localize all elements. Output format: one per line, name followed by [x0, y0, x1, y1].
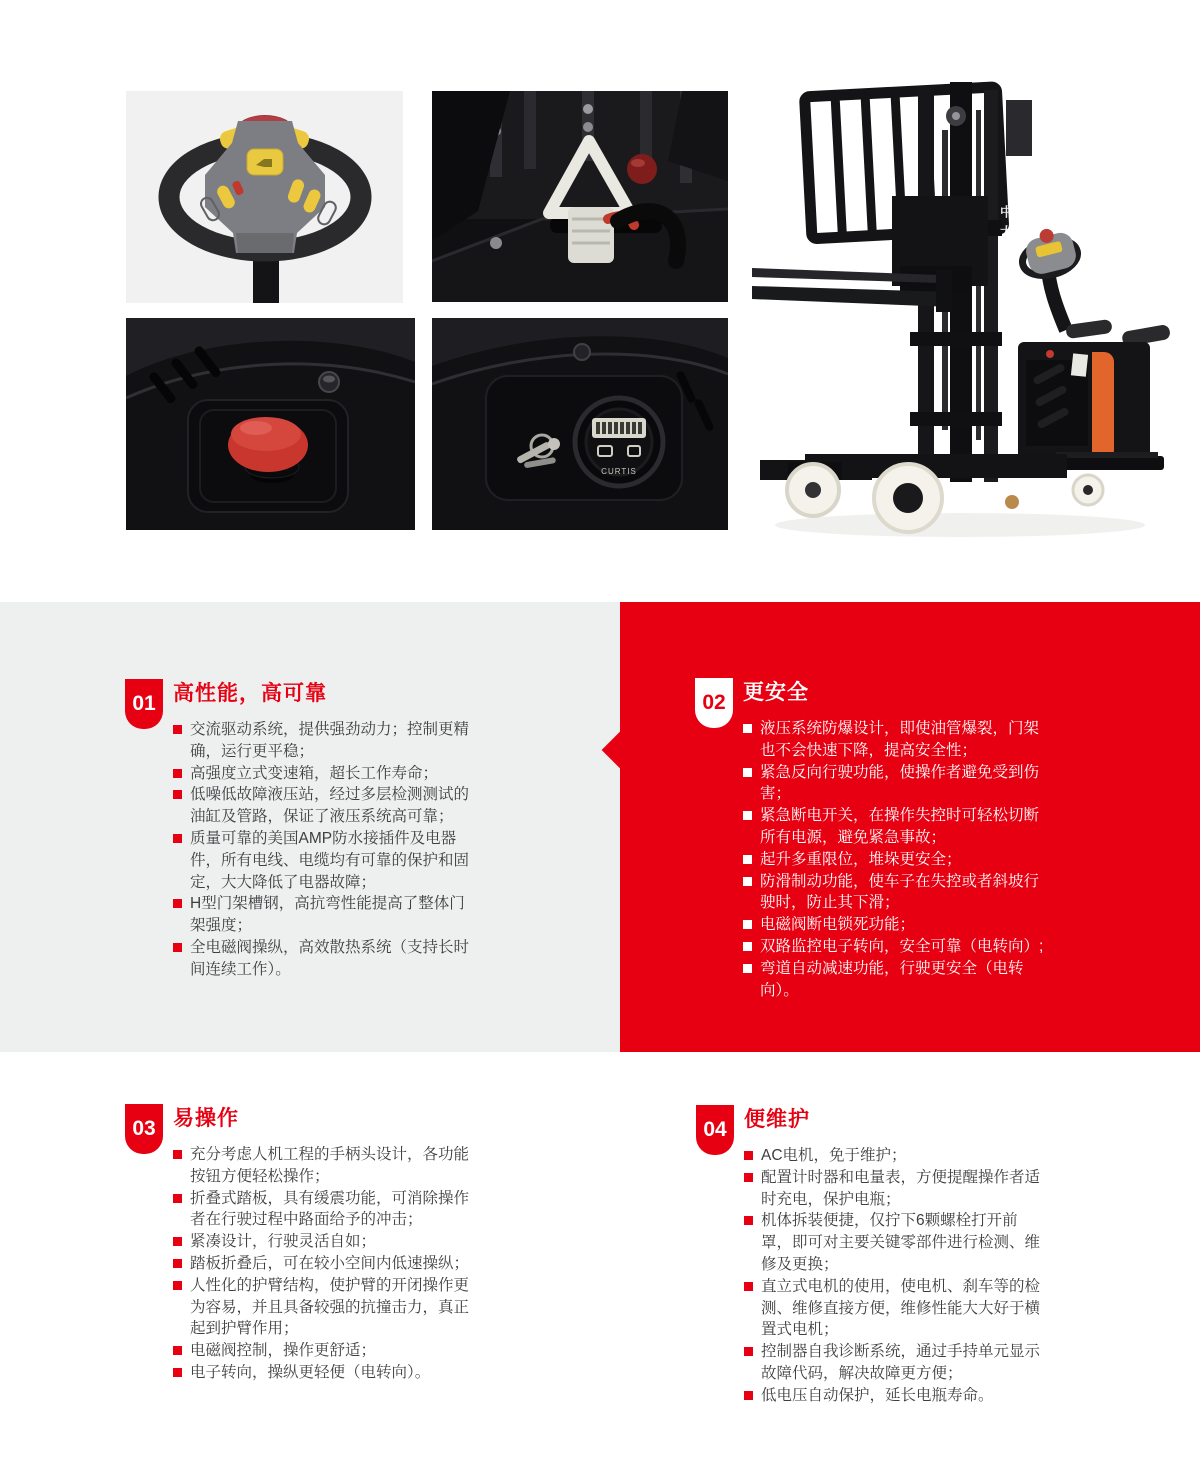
key-switch-illustration — [432, 318, 728, 530]
bullet-text: 踏板折叠后，可在较小空间内低速操纵； — [190, 1254, 470, 1272]
feature-03-number-badge — [125, 1104, 163, 1154]
feature-bullet — [743, 762, 1045, 806]
feature-title: 便维护 — [744, 1108, 810, 1131]
bullet-text: AC电机，免于维护； — [761, 1147, 907, 1164]
bullet-text: 直立式电机的使用，使电机、刹车等的检测、维修直接方便，维修性能大大好于横置式电机； — [761, 1277, 1041, 1339]
bullet-text: 质量可靠的美国AMP防水接插件及电器件，所有电线、电缆均有可靠的保护和固定，大大降低了电器故障； — [190, 829, 470, 891]
feature-bullet — [173, 1275, 475, 1340]
feature-bullet — [744, 1167, 1046, 1211]
feature-bullet — [173, 1340, 475, 1362]
bullet-square-icon — [743, 964, 752, 973]
feature-bullet — [173, 828, 475, 893]
bullet-square-icon — [173, 943, 182, 952]
feature-bullet — [744, 1385, 1046, 1407]
bullet-text: 紧急断电开关，在操作失控时可轻松切断所有电源，避免紧急事故； — [760, 807, 1040, 846]
bullet-text: H型门架槽钢，高抗弯性能提高了整体门架强度； — [190, 895, 465, 935]
feature-bullet — [173, 719, 475, 763]
feature-bullet — [173, 1253, 475, 1275]
feature-04-content — [744, 1106, 1046, 1407]
feature-bullet-list — [173, 719, 475, 981]
stacker-product-photo — [750, 70, 1170, 550]
feature-bullet — [744, 1276, 1046, 1341]
bullet-text: 折叠式踏板，具有缓震功能，可消除操作者在行驶过程中路面给予的冲击； — [190, 1189, 470, 1229]
feature-02-content — [743, 679, 1045, 1001]
bullet-square-icon — [173, 1150, 182, 1159]
feature-number: 04 — [703, 1118, 727, 1141]
bullet-square-icon — [744, 1282, 753, 1291]
feature-section-03 — [125, 1104, 475, 1384]
bullet-square-icon — [173, 899, 182, 908]
feature-bullet — [743, 914, 1045, 936]
feature-section-01 — [125, 679, 475, 981]
bullet-square-icon — [743, 811, 752, 820]
bullet-square-icon — [173, 769, 182, 778]
feature-bullet — [744, 1145, 1046, 1167]
feature-number: 03 — [132, 1117, 156, 1140]
feature-01-content — [173, 680, 475, 981]
bullet-text: 人性化的护臂结构，使护臂的开闭操作更为容易，并且具备较强的抗撞击力，真正起到护臂作用； — [190, 1276, 470, 1338]
feature-bullet — [173, 1144, 475, 1188]
feature-bullet — [743, 871, 1045, 915]
feature-bullet — [743, 718, 1045, 762]
bullet-text: 低电压自动保护，延长电瓶寿命。 — [761, 1386, 994, 1404]
feature-bullet — [173, 937, 475, 981]
bullet-text: 电磁阀断电锁死功能； — [760, 916, 916, 934]
bullet-square-icon — [744, 1151, 753, 1160]
bullet-text: 液压系统防爆设计，即使油管爆裂，门架也不会快速下降，提高安全性； — [760, 720, 1040, 759]
tiller-handle-photo — [126, 91, 403, 303]
bullet-square-icon — [173, 1237, 182, 1246]
feature-number: 02 — [702, 691, 726, 714]
bullet-text: 起升多重限位，堆垛更安全； — [760, 850, 962, 868]
feature-04-number-badge — [696, 1105, 734, 1155]
bullet-square-icon — [743, 855, 752, 864]
bullet-square-icon — [743, 724, 752, 733]
bullet-square-icon — [744, 1391, 753, 1400]
bullet-text: 低噪低故障液压站，经过多层检测测试的油缸及管路，保证了液压系统高可靠； — [190, 786, 470, 826]
feature-title: 高性能，高可靠 — [173, 682, 327, 705]
bullet-text: 双路监控电子转向，安全可靠（电转向）; — [760, 937, 1044, 955]
bullet-square-icon — [173, 1259, 182, 1268]
bullet-text: 防滑制动功能，使车子在失控或者斜坡行驶时，防止其下滑； — [760, 872, 1040, 912]
bullet-text: 高强度立式变速箱，超长工作寿命； — [190, 764, 439, 782]
feature-02-number-badge — [695, 678, 733, 728]
bullet-square-icon — [173, 834, 182, 843]
feature-03-content — [173, 1105, 475, 1384]
bullet-square-icon — [744, 1216, 753, 1225]
tiller-handle-illustration — [126, 91, 403, 303]
feature-bullet — [743, 805, 1045, 849]
emergency-stop-button-photo — [126, 318, 415, 530]
mast-brand-text: 中大叉车 — [998, 205, 1013, 285]
feature-bullet — [744, 1210, 1046, 1275]
feature-bullet — [743, 936, 1045, 958]
bullet-square-icon — [743, 877, 752, 886]
feature-bullet — [173, 1188, 475, 1232]
bullet-text: 充分考虑人机工程的手柄头设计，各功能按钮方便轻松操作； — [190, 1146, 470, 1185]
bullet-text: 紧凑设计，行驶灵活自如； — [190, 1233, 377, 1251]
bullet-square-icon — [173, 1368, 182, 1377]
battery-meter-brand-text: CURTIS — [601, 467, 637, 476]
emergency-stop-illustration — [126, 318, 415, 530]
feature-01-number-badge — [125, 679, 163, 729]
feature-bullet — [743, 958, 1045, 1002]
feature-title: 易操作 — [173, 1107, 239, 1130]
bullet-text: 交流驱动系统，提供强劲动力；控制更精确，运行更平稳； — [190, 721, 470, 760]
bullet-square-icon — [173, 1346, 182, 1355]
feature-bullet — [173, 763, 475, 785]
bullet-square-icon — [743, 942, 752, 951]
bullet-square-icon — [743, 920, 752, 929]
bullet-text: 电磁阀控制，操作更舒适； — [190, 1342, 377, 1360]
feature-bullet — [743, 849, 1045, 871]
feature-bullet — [173, 1362, 475, 1384]
bullet-square-icon — [173, 1194, 182, 1203]
feature-bullet-list — [744, 1145, 1046, 1407]
bullet-text: 控制器自我诊断系统，通过手持单元显示故障代码，解决故障更方便； — [761, 1343, 1041, 1382]
bullet-square-icon — [173, 790, 182, 799]
key-switch-photo — [432, 318, 728, 530]
feature-bullet — [744, 1341, 1046, 1385]
bullet-text: 紧急反向行驶功能，使操作者避免受到伤害； — [760, 763, 1040, 803]
bullet-text: 电子转向，操纵更轻便（电转向）。 — [190, 1363, 431, 1381]
bullet-square-icon — [743, 768, 752, 777]
bullet-text: 配置计时器和电量表，方便提醒操作者适时充电，保护电瓶； — [761, 1168, 1041, 1208]
feature-bullet-list — [173, 1144, 475, 1384]
feature-title: 更安全 — [743, 681, 809, 704]
bullet-square-icon — [173, 725, 182, 734]
feature-bullet — [173, 1231, 475, 1253]
battery-connector-illustration — [432, 91, 728, 302]
feature-number: 01 — [132, 692, 156, 715]
stacker-illustration — [750, 70, 1170, 550]
feature-section-02 — [695, 678, 1045, 1001]
bullet-square-icon — [744, 1173, 753, 1182]
bullet-square-icon — [173, 1281, 182, 1290]
feature-bullet-list — [743, 718, 1045, 1001]
bullet-text: 全电磁阀操纵，高效散热系统（支持长时间连续工作）。 — [190, 938, 470, 978]
feature-section-04 — [696, 1105, 1046, 1407]
bullet-square-icon — [744, 1347, 753, 1356]
bullet-text: 机体拆装便捷，仅拧下6颗螺栓打开前罩，即可对主要关键零部件进行检测、维修及更换； — [761, 1212, 1041, 1273]
bullet-text: 弯道自动减速功能，行驶更安全（电转向）。 — [760, 959, 1024, 999]
battery-connector-photo — [432, 91, 728, 302]
feature-bullet — [173, 893, 475, 937]
feature-bullet — [173, 784, 475, 828]
